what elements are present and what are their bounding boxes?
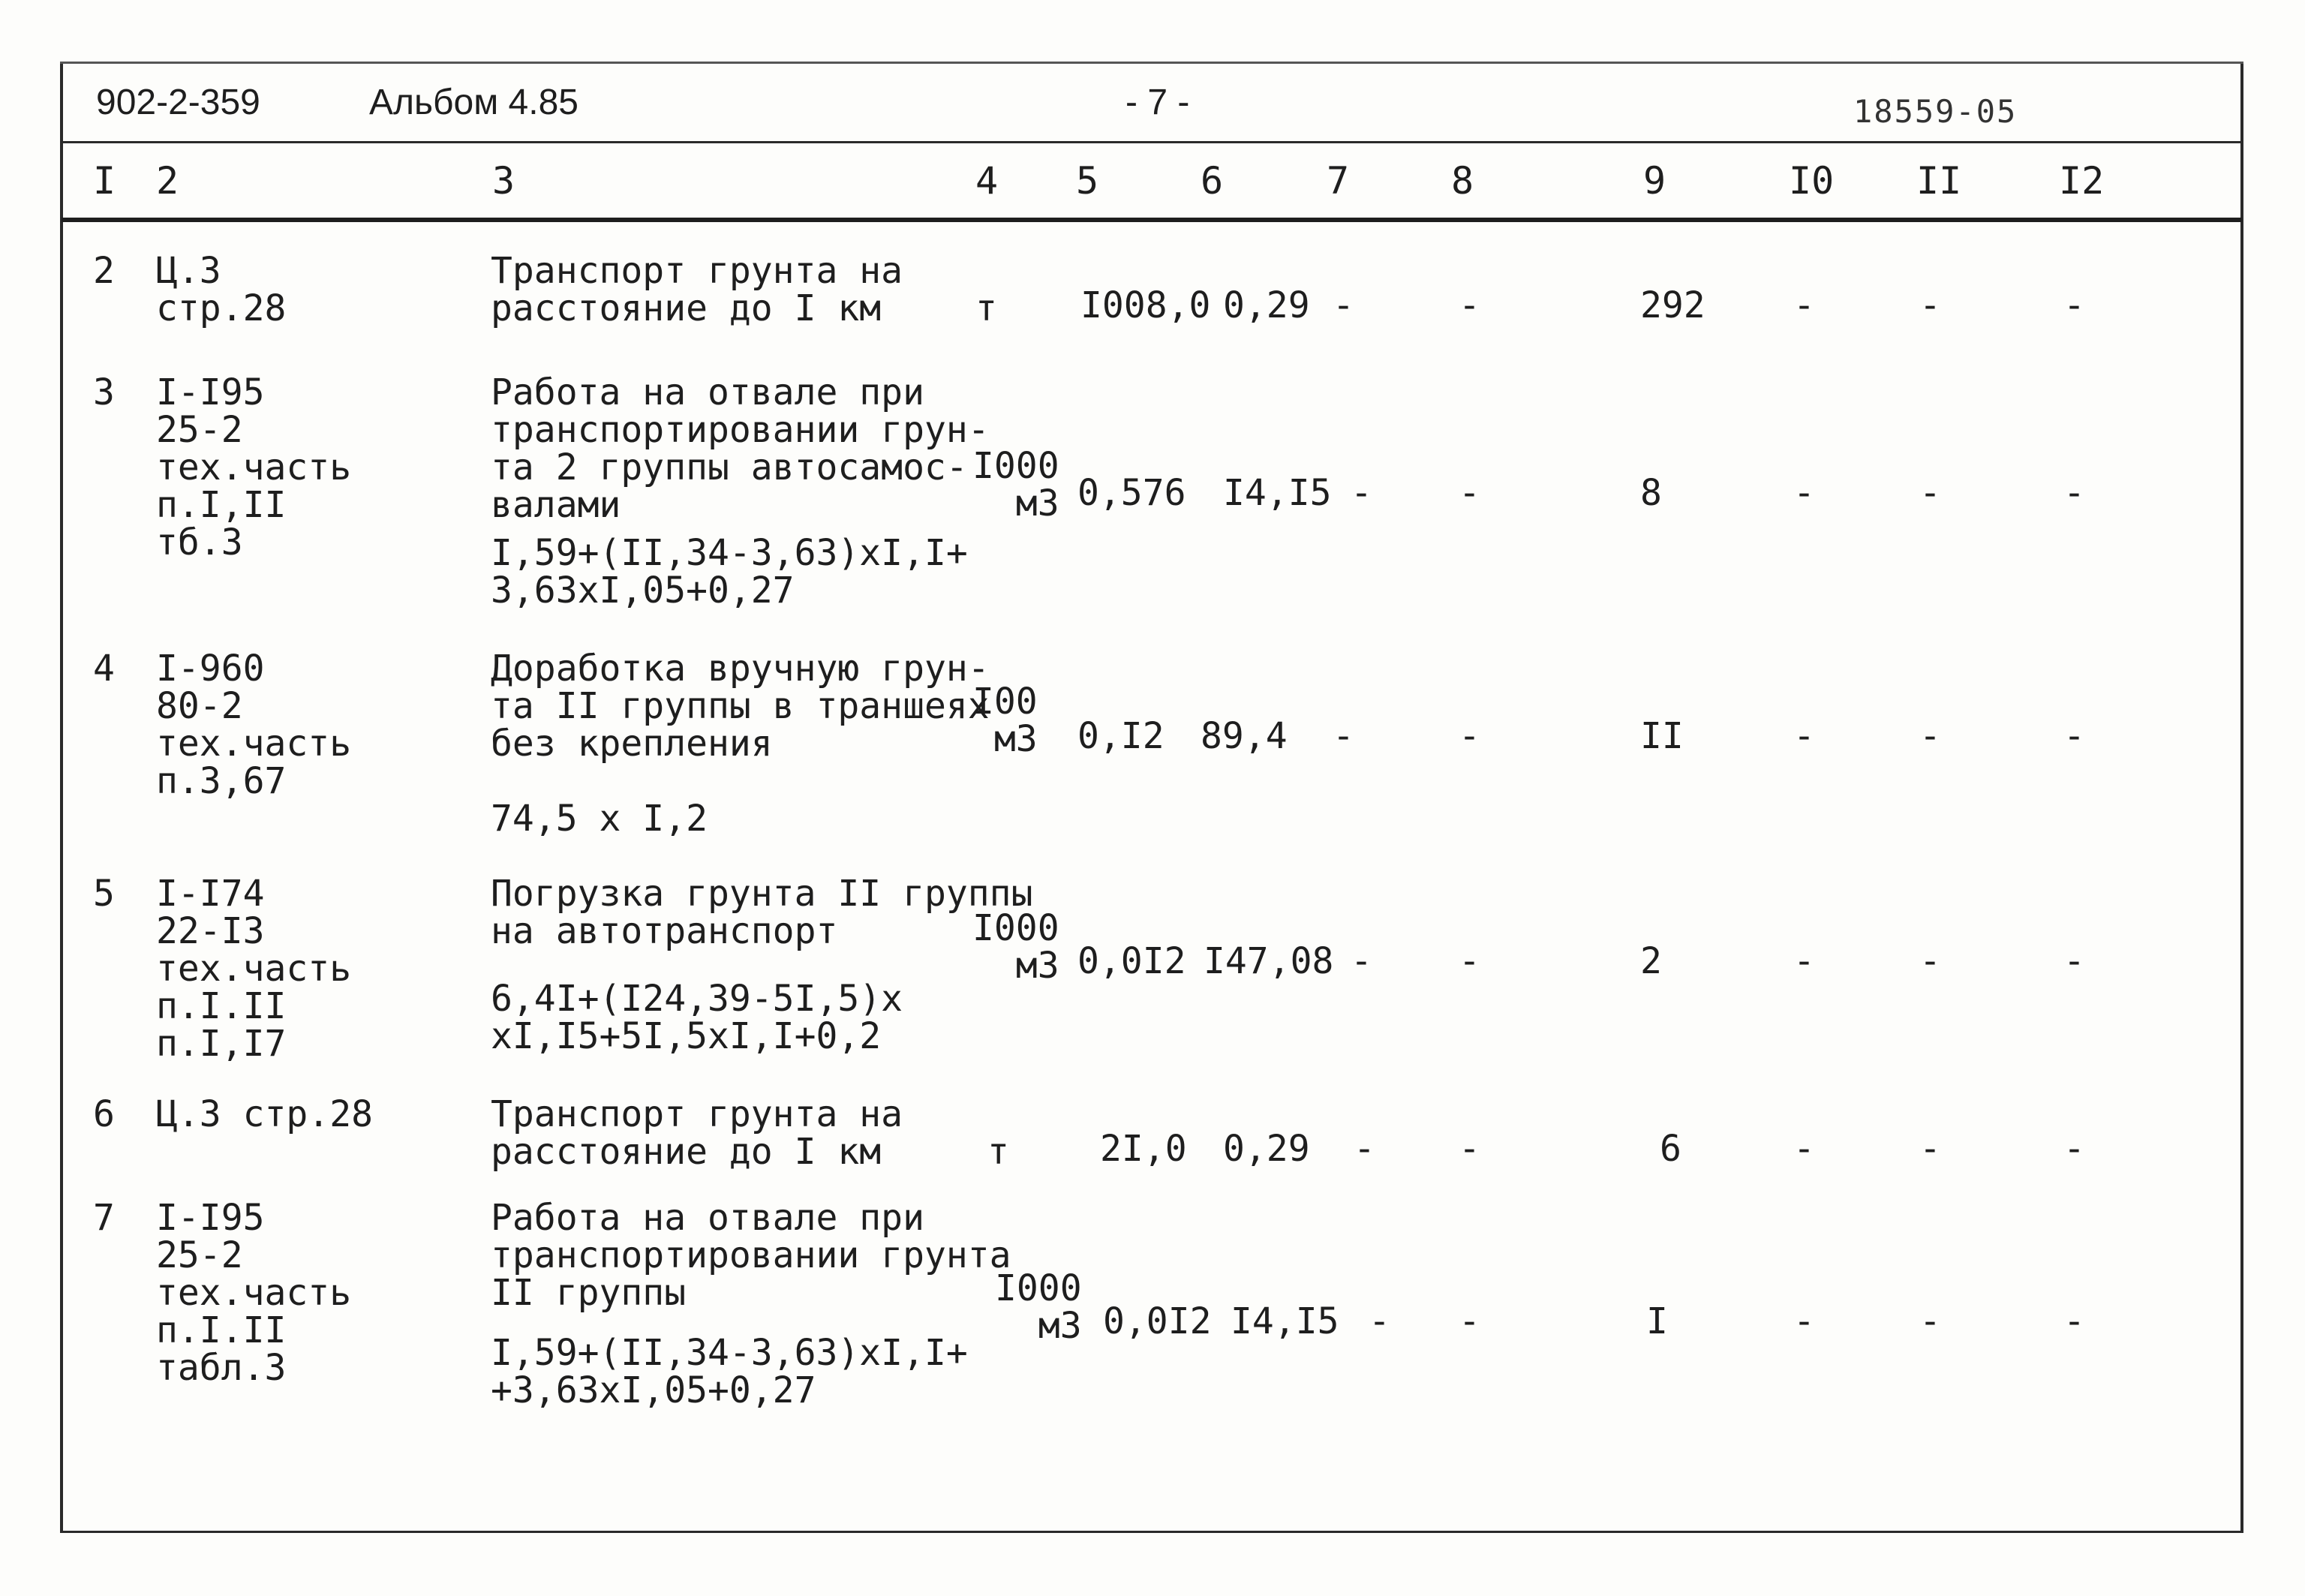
column-header-divider: [62, 218, 2242, 222]
album-label: Альбом 4.85: [369, 83, 579, 122]
quantity: 2I,0: [1100, 1128, 1187, 1170]
work-description: Транспорт грунта на расстояние до I км: [491, 250, 903, 329]
cell-col10: -: [1793, 472, 1815, 514]
cell-col10: -: [1793, 1128, 1815, 1170]
column-number: I0: [1789, 159, 1835, 203]
cell-col8: -: [1459, 284, 1480, 326]
norm-code: I-I74 22-I3 тех.часть п.I.II п.I,I7: [156, 873, 352, 1065]
cell-col10: -: [1793, 715, 1815, 757]
norm-code: I-I95 25-2 тех.часть п.I,II тб.3: [156, 371, 352, 564]
cell-col12: -: [2063, 1300, 2085, 1342]
frame-bottom-border: [60, 1531, 2243, 1533]
quantity: 0,I2: [1077, 715, 1165, 757]
cell-col7: -: [1333, 715, 1354, 757]
column-number: 2: [156, 159, 179, 203]
unit: т: [975, 287, 997, 329]
cell-col11: -: [1919, 284, 1941, 326]
page-number: - 7 -: [1125, 83, 1190, 122]
cell-col12: -: [2063, 940, 2085, 982]
archive-stamp: 18559-05: [1853, 93, 2018, 130]
frame-top-border: [60, 62, 2243, 64]
row-number: 3: [93, 371, 115, 413]
cell-col7: -: [1351, 940, 1372, 982]
cell-col7: -: [1369, 1300, 1390, 1342]
cell-col9: 6: [1660, 1128, 1681, 1170]
row-number: 5: [93, 873, 115, 915]
column-number: 3: [492, 159, 515, 203]
cell-col12: -: [2063, 715, 2085, 757]
cell-col8: -: [1459, 1300, 1480, 1342]
cell-col11: -: [1919, 715, 1941, 757]
cell-col7: -: [1351, 472, 1372, 514]
quantity: 0,576: [1077, 472, 1186, 514]
unit-price: I4,I5: [1223, 472, 1332, 514]
cell-col8: -: [1459, 472, 1480, 514]
column-number: 4: [975, 159, 999, 203]
cell-col11: -: [1919, 1128, 1941, 1170]
row-number: 2: [93, 250, 115, 292]
unit-price: I4,I5: [1231, 1300, 1339, 1342]
cell-col11: -: [1919, 1300, 1941, 1342]
cell-col9: 292: [1640, 284, 1705, 326]
cell-col9: I: [1646, 1300, 1668, 1342]
calculation-formula: 6,4I+(I24,39-5I,5)х хI,I5+5I,5хI,I+0,2: [491, 978, 903, 1057]
norm-code: I-960 80-2 тех.часть п.3,67: [156, 648, 352, 802]
unit: I000 м3: [972, 445, 1059, 524]
calculation-formula: I,59+(II,34-3,63)хI,I+ +3,63хI,05+0,27: [491, 1332, 968, 1411]
unit: I000 м3: [995, 1267, 1082, 1347]
calculation-formula: 74,5 х I,2: [491, 798, 708, 840]
unit: I00 м3: [972, 681, 1038, 760]
cell-col8: -: [1459, 940, 1480, 982]
column-number: I: [93, 159, 116, 203]
calculation-formula: I,59+(II,34-3,63)хI,I+ 3,63хI,05+0,27: [491, 532, 968, 612]
work-description: Транспорт грунта на расстояние до I км: [491, 1093, 903, 1173]
column-number: 7: [1327, 159, 1350, 203]
norm-code: I-I95 25-2 тех.часть п.I.II табл.3: [156, 1197, 352, 1389]
cell-col12: -: [2063, 472, 2085, 514]
norm-code: Ц.3 стр.28: [156, 250, 287, 329]
column-number: 5: [1076, 159, 1099, 203]
cell-col11: -: [1919, 940, 1941, 982]
column-number: 6: [1201, 159, 1224, 203]
cell-col10: -: [1793, 1300, 1815, 1342]
row-number: 6: [93, 1093, 115, 1135]
work-description: Доработка вручную грун- та II группы в траншеях без крепления: [491, 648, 990, 765]
cell-col9: 2: [1640, 940, 1662, 982]
cell-col11: -: [1919, 472, 1941, 514]
unit-price: 0,29: [1223, 284, 1310, 326]
cell-col9: II: [1640, 715, 1684, 757]
unit-price: 0,29: [1223, 1128, 1310, 1170]
cell-col10: -: [1793, 940, 1815, 982]
cell-col7: -: [1333, 284, 1354, 326]
work-description: Работа на отвале при транспортировании грун- та 2 группы автосамос- валами: [491, 371, 990, 526]
quantity: I008,0: [1080, 284, 1211, 326]
cell-col9: 8: [1640, 472, 1662, 514]
norm-code: Ц.3 стр.28: [156, 1093, 373, 1135]
column-number: I2: [2059, 159, 2105, 203]
unit: т: [987, 1131, 1009, 1173]
cell-col7: -: [1354, 1128, 1375, 1170]
column-number: 9: [1643, 159, 1666, 203]
unit-price: 89,4: [1201, 715, 1288, 757]
frame-left-border: [60, 62, 63, 1532]
frame-right-border: [2240, 62, 2243, 1532]
row-number: 7: [93, 1197, 115, 1239]
cell-col12: -: [2063, 284, 2085, 326]
quantity: 0,0I2: [1077, 940, 1186, 982]
unit-price: I47,08: [1204, 940, 1334, 982]
quantity: 0,0I2: [1103, 1300, 1212, 1342]
work-description: Работа на отвале при транспортировании грунта II группы: [491, 1197, 1011, 1314]
cell-col8: -: [1459, 1128, 1480, 1170]
header-divider: [62, 141, 2242, 143]
work-description: Погрузка грунта II группы на автотранспорт: [491, 873, 1033, 952]
project-code: 902-2-359: [96, 83, 260, 122]
row-number: 4: [93, 648, 115, 690]
column-number: 8: [1451, 159, 1474, 203]
cell-col10: -: [1793, 284, 1815, 326]
unit: I000 м3: [972, 907, 1059, 987]
column-number: II: [1916, 159, 1962, 203]
cell-col12: -: [2063, 1128, 2085, 1170]
cell-col8: -: [1459, 715, 1480, 757]
